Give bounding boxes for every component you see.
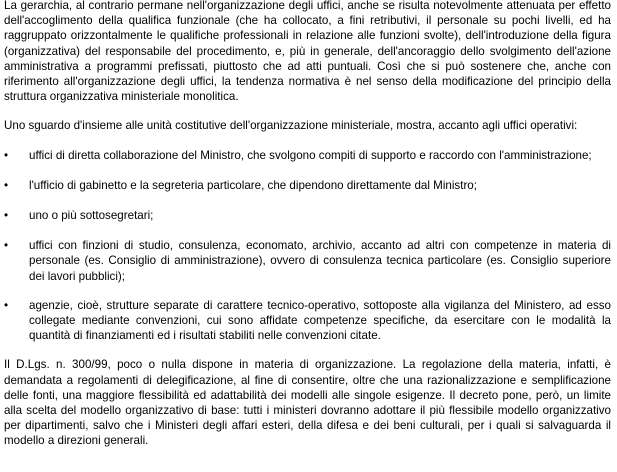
list-item-text: agenzie, cioè, strutture separate di carattere tecnico-operativo, sottoposte alla vigilanza del Ministero, ad esso collegate mediante convenzioni, cui sono affidate competenze specifiche, da esercitare con le modalità la quantità di finanziamenti ed i risultati stabiliti nelle convenzioni citate. [29, 298, 611, 343]
bullet-list-unita-costitutive [4, 148, 611, 344]
list-item-text: uffici con finzioni di studio, consulenza, economato, archivio, accanto ad altri con competenze in materia di personale (es. Consiglio di amministrazione), ovvero di consulenza tecnica particolare (es. Consiglio superiore dei lavori pubblici); [29, 239, 611, 283]
paragraph-gerarchia: La gerarchia, al contrario permane nell'organizzazione degli uffici, anche se risulta notevolmente attenuata per effetto dell'accoglimento della qualifica funzionale (che ha collocato, a fini retributivi, il personale su pochi livelli, ed ha raggruppato orizzontalmente le qualifiche professionali in relazione alle funzioni svolte), dell'introduzione della figura (organizzativa) del responsabile del procedimento, e, più in generale, dell'ancoraggio dello svolgimento dell'azione amministrativa a programmi prefissati, piuttosto che ad atti puntuali. Così che si può sostenere che, anche con riferimento all'organizzazione degli uffici, la tendenza normativa è nel senso della modificazione del principio della struttura organizzativa ministeriale monolitica. [4, 0, 611, 104]
bullet-icon: • [4, 178, 9, 192]
list-item-text: uffici di diretta collaborazione del Ministro, che svolgono compiti di supporto e raccordo con l'amministrazione; [29, 148, 592, 162]
list-item [4, 208, 611, 223]
bullet-icon: • [4, 209, 9, 223]
list-item-text: uno o più sottosegretari; [29, 209, 154, 223]
bullet-icon: • [4, 148, 9, 162]
list-item-text: l'ufficio di gabinetto e la segreteria particolare, che dipendono direttamente dal Ministro; [29, 178, 477, 192]
bullet-icon: • [4, 298, 9, 312]
list-item [4, 298, 611, 344]
paragraph-dlgs-300-99: Il D.Lgs. n. 300/99, poco o nulla dispone in materia di organizzazione. La regolazione della materia, infatti, è demandata a regolamenti di delegificazione, al fine di consentire, oltre che una razionalizzazione e semplificazione delle fonti, una maggiore flessibilità ed adattabilità dei modelli alle singole esigenze. Il decreto pone, però, un limite alla scelta del modello organizzativo di base: tutti i ministeri dovranno adottare il più flessibile modello organizzativo per dipartimenti, salvo che i Ministeri degli affari esteri, della difesa e dei beni culturali, per i quali si salvaguarda il modello a direzioni generali. [4, 358, 611, 448]
list-item [4, 148, 611, 163]
bullet-icon: • [4, 239, 9, 253]
list-item [4, 178, 611, 193]
paragraph-sguardo-insieme: Uno sguardo d'insieme alle unità costitutive dell'organizzazione ministeriale, mostra, accanto agli uffici operativi: [4, 119, 578, 133]
list-item [4, 238, 611, 284]
